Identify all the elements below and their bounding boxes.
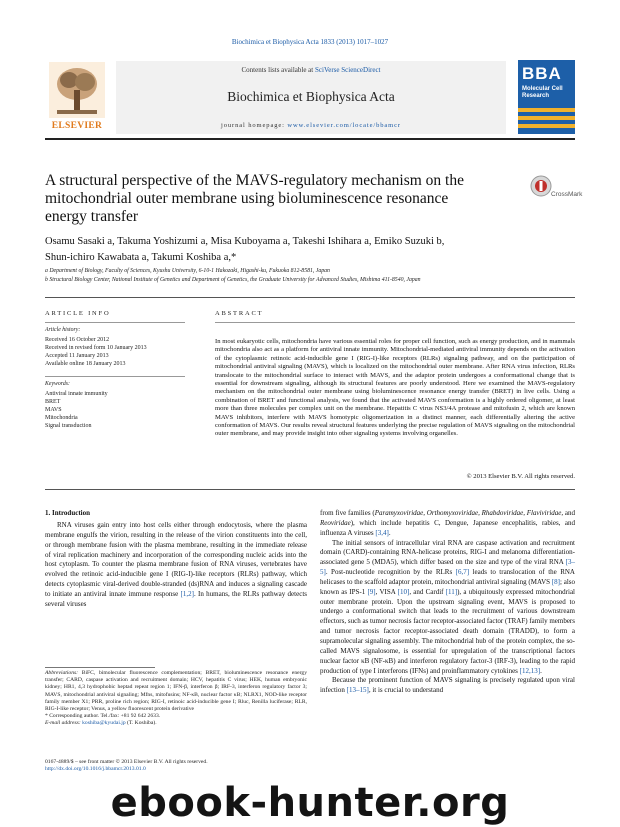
abbreviations-footnote [45, 670, 307, 713]
footnote-rule [45, 667, 155, 668]
citation-link[interactable]: [1,2] [180, 589, 194, 598]
virus-family-reoviridae: Reoviridae [320, 518, 351, 527]
intro-left-column [45, 521, 307, 610]
history-item: Received in revised form 10 January 2013 [45, 345, 147, 351]
article-title: A structural perspective of the MAVS-regulatory mechanism on the mitochondrial outer membrane using bioluminescence resonance energy transfer [45, 172, 464, 225]
abstract-divider [45, 489, 575, 490]
contents-prefix: Contents lists available at [241, 66, 315, 74]
citation-link[interactable]: [12,13] [519, 666, 541, 675]
email-suffix: (T. Koshiba). [125, 720, 157, 727]
watermark-text: ebook-hunter.org [110, 780, 510, 826]
author-list [45, 234, 515, 266]
text-run: Because the prominent function of MAVS signaling is precisely regulated upon viral infection [320, 676, 575, 695]
citation-link[interactable]: [3,4] [375, 528, 389, 537]
text-run: . [540, 666, 542, 675]
keywords-rule [45, 376, 185, 377]
intro-right-paragraph-2 [320, 539, 575, 677]
citation-link[interactable]: [9] [367, 587, 376, 596]
text-run: , it is crucial to understand [368, 686, 444, 695]
abstract-heading: ABSTRACT [215, 310, 264, 317]
elsevier-logo-icon [45, 60, 109, 130]
journal-title: Biochimica et Biophysica Acta [227, 89, 395, 104]
citation-link[interactable]: [10] [397, 587, 410, 596]
affiliation-divider [45, 297, 575, 298]
footnotes [45, 670, 307, 728]
intro-right-paragraph-1 [320, 509, 575, 539]
journal-homepage [116, 122, 506, 129]
elsevier-wordmark: ELSEVIER [51, 121, 103, 131]
abstract-copyright: © 2013 Elsevier B.V. All rights reserved. [466, 473, 575, 480]
history-label: Article history: [45, 327, 81, 333]
homepage-prefix: journal homepage: [221, 122, 288, 129]
text-run: ), a ubiquitously expressed mitochondrial outer membrane protein. Upon the upstream signaling event, MAVS is proposed to undergo a conformational switch that leads to the recruitment of various downstream effectors, such as tumor necrosis factor receptor-associated factor (TRAF) family members and tumor necrosis factor receptor-associated death domain (TRADD), to form a supramolecular signaling assembly. The mitochondrial hub of the protein complex, the so-called MAVS signalosome, is essential for upregulation of the transcriptional factors nuclear factor κB (NF-κB) and interferon regulatory factor-3 (IRF-3), leading to the rapid production of type I interferons (IFNs) and proinflammatory cytokines [320, 587, 575, 675]
email-label: E-mail address: [45, 720, 83, 727]
intro-paragraph-1: RNA viruses gain entry into host cells either through endocytosis, where the plasma membrane engulfs the virion, resulting in the release of the virion constituents into the cell, or through membrane fusion with the plasma membrane, resulting in the immediate release of viral replication machinery and incorporation of the corresponding nucleic acids into the host cytoplasm. To counter the plasma membrane fusion of RNA viruses, vertebrates have evolved the retinoic acid-inducible gene I (RIG-I)-like receptors (RLRs) pathway, which detects cytoplasmic viral-derived double-stranded (ds)RNA and induces a signaling cascade to initiate an antiviral innate immune response [45, 521, 307, 598]
crossmark-label: CrossMark [551, 191, 583, 198]
journal-citation[interactable]: Biochimica et Biophysica Acta 1833 (2013) 1017–1027 [231, 38, 389, 46]
doi-link[interactable]: http://dx.doi.org/10.1016/j.bbamcr.2013.01.0 [45, 766, 146, 773]
intro-right-paragraph-3 [320, 676, 575, 696]
citation-link[interactable]: [8] [551, 577, 560, 586]
affiliation-a: a Department of Biology, Faculty of Sciences, Kyushu University, 6-10-1 Hakozaki, Higashi-ku, Fukuoka 812-8581, Japan [45, 268, 330, 274]
intro-paragraph-1-tail: . In humans, the RLRs pathway detects several viruses [45, 589, 307, 608]
authors-line-2: Shun-ichiro Kawabata a, Takumi Koshiba a,* [45, 252, 237, 263]
text-run: , VISA [375, 587, 398, 596]
cover-subtitle: Molecular Cell Research [522, 86, 563, 99]
text-run: . Post-nucleotide recognition by the RLRs [325, 568, 456, 577]
text-run: ; also known as IPS-1 [320, 577, 575, 596]
header-divider [45, 138, 575, 140]
citation-link[interactable]: [6,7] [455, 568, 470, 577]
issn-line: 0167-4889/$ – see front matter © 2013 Elsevier B.V. All rights reserved. [45, 759, 208, 765]
keyword-item: BRET [45, 399, 61, 405]
cover-stripe [518, 116, 575, 120]
abbreviations-label: Abbreviations: [45, 670, 79, 676]
virus-families: Paramyxoviridae, Orthomyxoviridae, Rhabdoviridae, Flaviviridae [374, 509, 562, 517]
abstract-rule [215, 322, 575, 323]
keyword-item: Antiviral innate immunity [45, 391, 108, 397]
journal-cover-image[interactable] [518, 60, 575, 134]
affiliation-b: b Structural Biology Center, National Institute of Genetics and Department of Genetics, the Graduate University for Advanced Studies, Mishima 411-8540, Japan [45, 277, 421, 283]
history-item: Accepted 11 January 2013 [45, 353, 109, 359]
text-run: , and Cardif [409, 587, 446, 596]
email-footnote [45, 720, 307, 727]
corresponding-author: * Corresponding author. Tel./fax: +81 92 642 2633. [45, 713, 161, 720]
issn-block [45, 759, 307, 774]
introduction-heading: 1. Introduction [45, 509, 90, 517]
intro-right-column [320, 509, 575, 696]
keyword-item: Signal transduction [45, 423, 92, 429]
citation-link[interactable]: [3–5] [320, 558, 575, 577]
text-run: , and [561, 509, 576, 517]
article-info-heading: ARTICLE INFO [45, 310, 111, 317]
cover-title: BBA [522, 64, 562, 83]
text-run: . [388, 528, 391, 537]
text-run: leads to translocation of the RNA helicases to the scaffold adaptor protein, mitochondrial antiviral signaling (MAVS [320, 568, 575, 586]
cover-stripe [518, 124, 575, 128]
homepage-link[interactable]: www.elsevier.com/locate/bbamcr [287, 122, 401, 129]
email-link[interactable]: koshiba@kyudai.jp [82, 720, 126, 727]
history-item: Received 16 October 2012 [45, 337, 110, 343]
abstract-text: In most eukaryotic cells, mitochondria have various essential roles for proper cell function, such as energy production, and in mammals mitochondria also act as a platform for antiviral innate immunity. Mitochondrial-mediated antiviral immunity depends on the activation of the cytoplasmic retinoic acid-inducible gene I (RIG-I)-like receptors (RLRs) signaling pathway, and on the participation of mitochondrial antiviral signaling (MAVS), which is localized on the mitochondrial outer membrane. After RNA virus infection, RLRs translocate to the mitochondrial surface to interact with MAVS, and the adaptor protein undergoes a conformational change that is essential for downstream signaling, although its structural features are poorly understood. Here we examined the MAVS-regulatory mechanism on the mitochondrial outer membrane using bioluminescence resonance energy transfer (BRET) in live cells. Using a combination of BRET and functional analysis, we found that the activated MAVS conformation is a highly ordered oligomer, at least more than three molecules per complex unit on the membrane. Hepatitis C virus NS3/4A protease and mitofusin 2, which are known MAVS inhibitors, interfere with MAVS homotypic oligomerization in a distinct manner, each differentially altering the active conformation of MAVS. Our results reveal structural features underlying the precise regulation of MAVS signaling on the mitochondrial outer membrane, and may provide insight into other signaling systems involving organelles. [215, 338, 575, 438]
article-info-rule [45, 322, 185, 323]
text-run: ), which include hepatitis C, Dengue, Japanese encephalitis, rabies, and influenza A viruses [320, 518, 575, 537]
sciencedirect-link[interactable]: SciVerse ScienceDirect [315, 66, 381, 74]
keywords-label: Keywords: [45, 381, 70, 387]
crossmark-icon[interactable] [530, 175, 552, 197]
citation-link[interactable]: [13–15] [346, 686, 369, 695]
citation-link[interactable]: [11] [445, 587, 458, 596]
keyword-item: Mitochondria [45, 415, 78, 421]
keyword-item: MAVS [45, 407, 62, 413]
cover-stripe [518, 108, 575, 112]
contents-line [116, 66, 506, 74]
abbreviations-text: BiFC, bimolecular fluorescence complementation; BRET, bioluminescence resonance energy transfer; CARD, caspase activation and recruitment domain; HCV, hepatitis C virus; HEK, human embryonic kidney; HR1, 4,3 hydrophobic heptad repeat region 1; IFN-β, interferon β; IRF-3, interferon regulatory factor 3; MAVS, mitochondrial antiviral signaling; Mfns, mitofusins; NF-κB, nuclear factor κB; NLRX1, NOD-like receptor family member X1; PRR, proline rich region; RIG-I, retinoic acid-inducible gene I; Rluc, Renilla luciferase; RLR, RIG-I-like receptor; Venus, a yellow fluorescent protein derivative [45, 670, 307, 713]
history-item: Available online 18 January 2013 [45, 361, 126, 367]
authors-line-1: Osamu Sasaki a, Takuma Yoshizumi a, Misa Kuboyama a, Takeshi Ishihara a, Emiko Suzuki b, [45, 236, 445, 247]
text-run: from five families ( [320, 509, 375, 517]
text-run: The initial sensors of intracellular viral RNA are caspase activation and recruitment domain (CARD)-containing RNA-helicase proteins, RIG-I and melanoma differentiation-associated gene 5 (MDA5), which differ based on the size and type of the viral RNA [320, 538, 575, 567]
